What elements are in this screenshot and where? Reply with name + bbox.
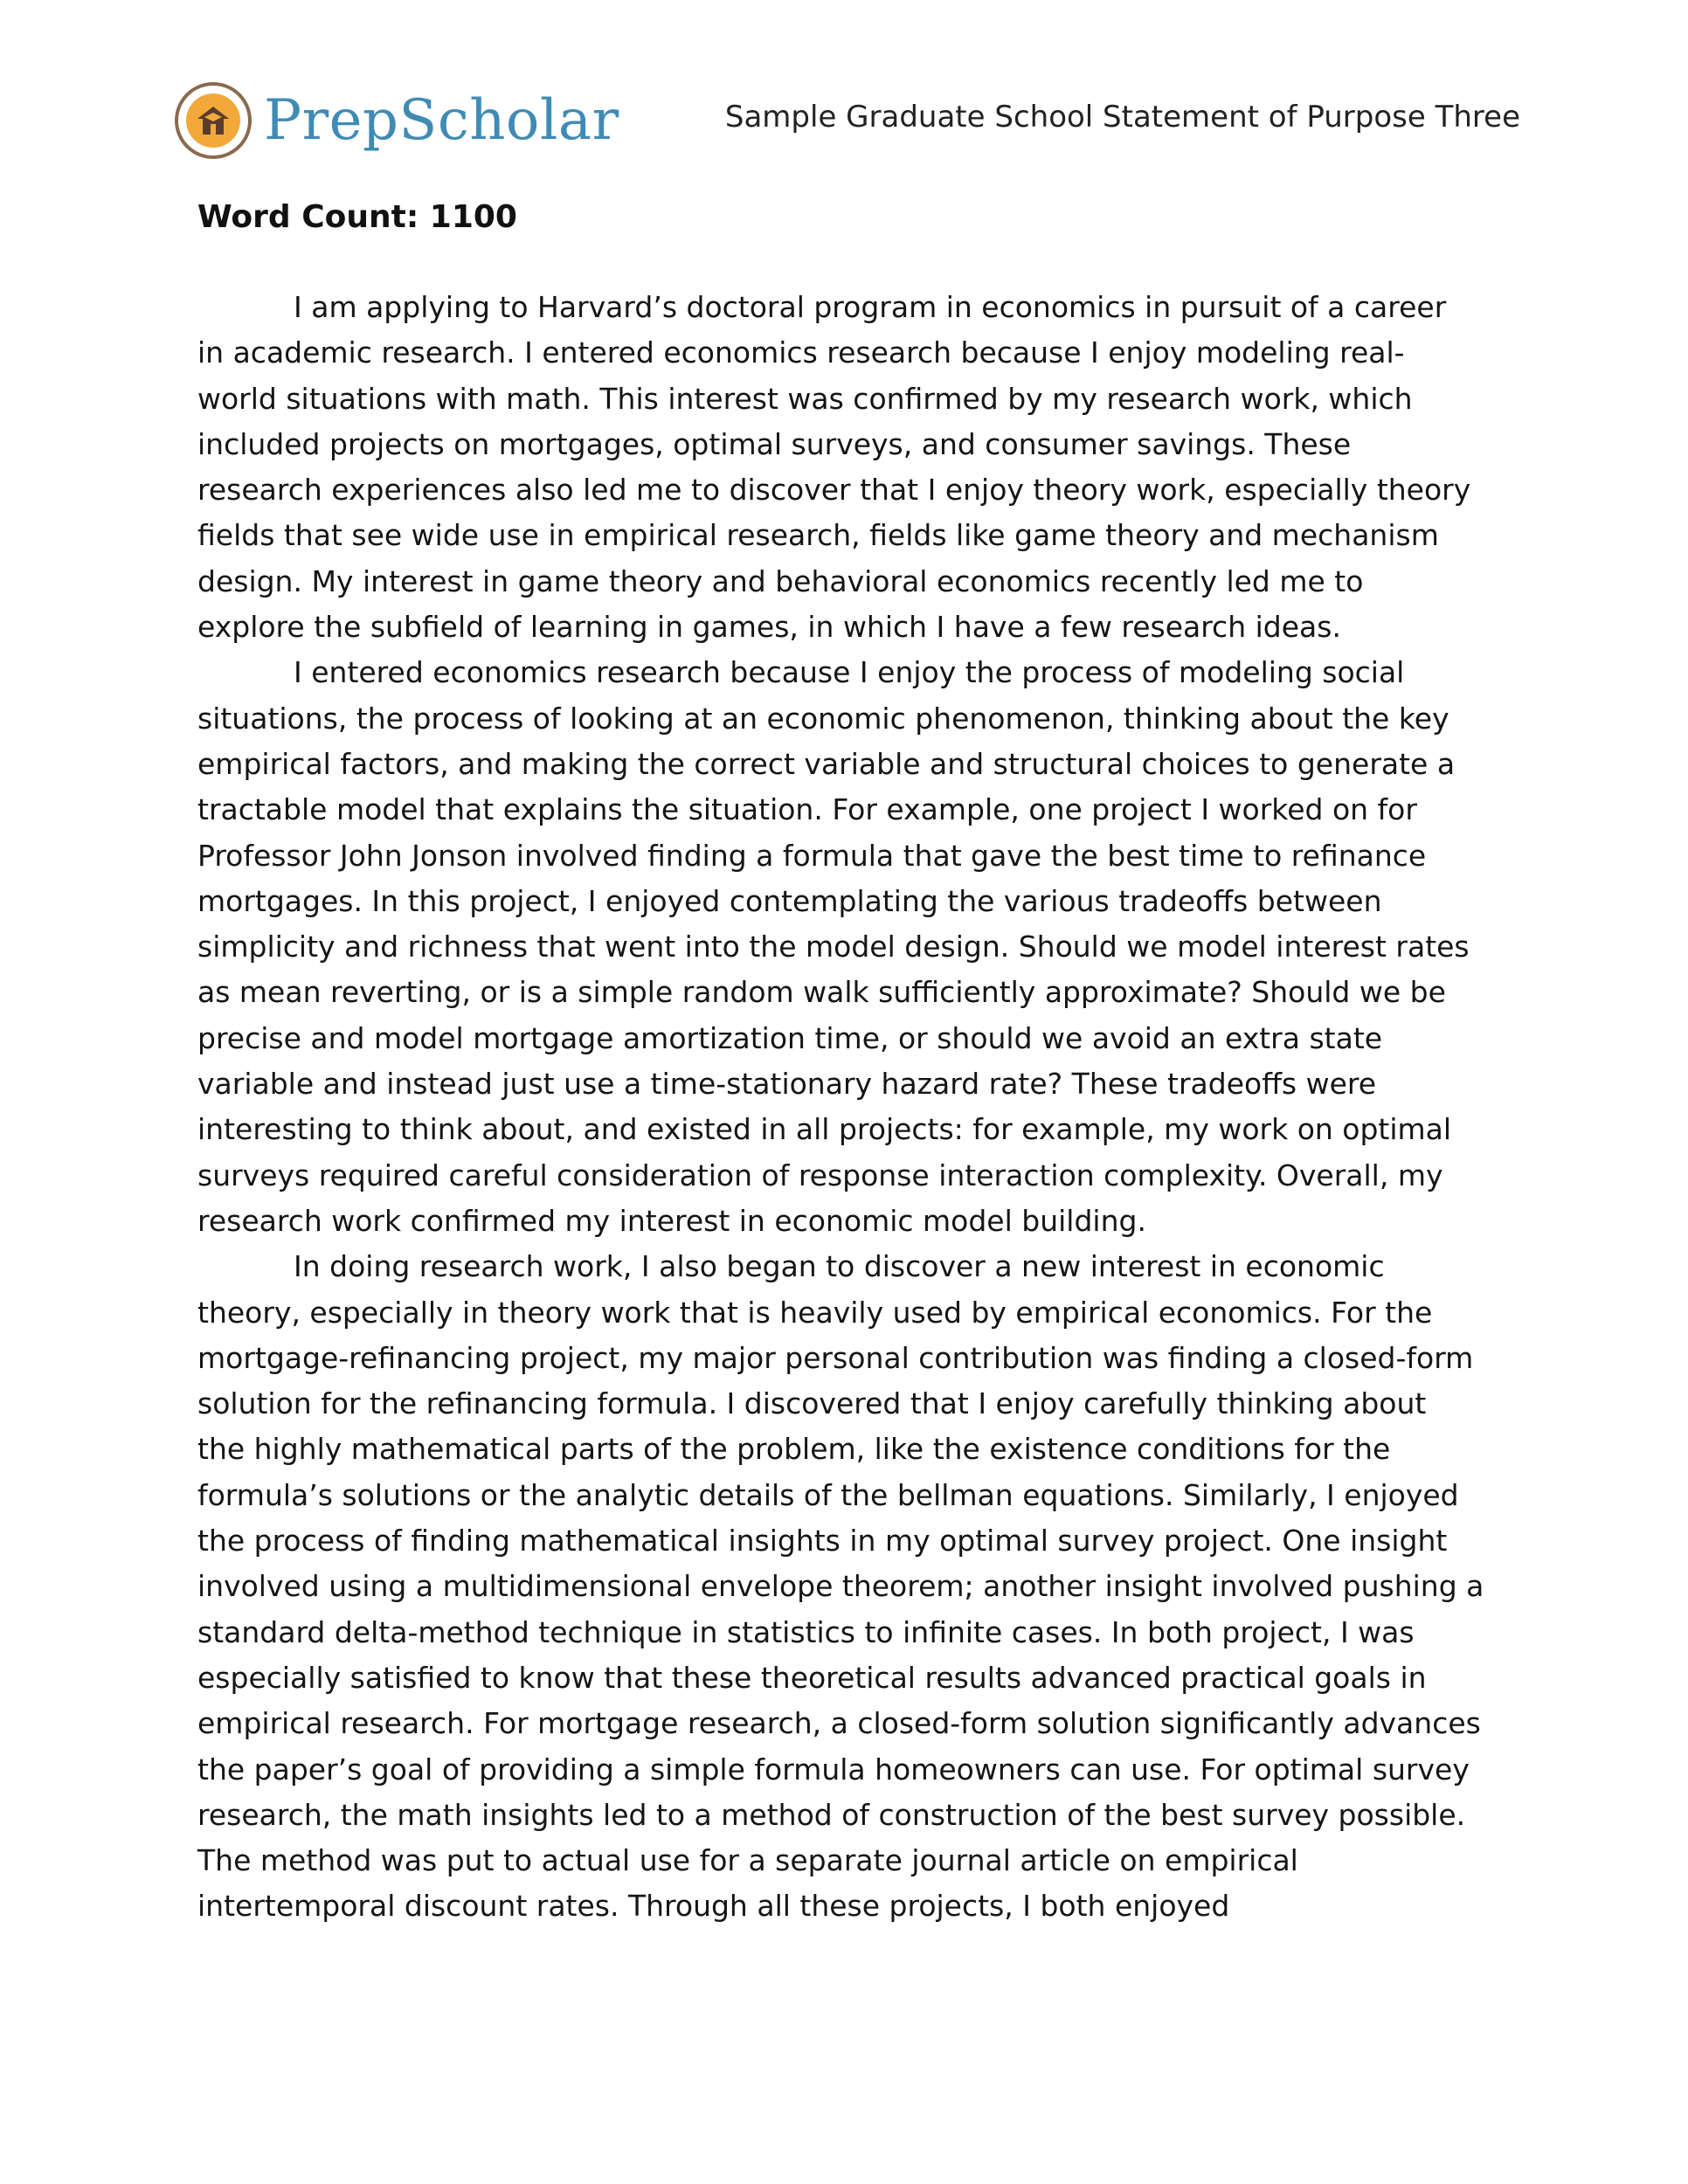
paragraph-line: research, the math insights led to a method of construction of the best survey possible. [197,1797,1466,1832]
paragraph-line: as mean reverting, or is a simple random walk sufficiently approximate? Should we be [197,975,1446,1010]
paragraph-line: in academic research. I entered economics research because I enjoy modeling real- [197,335,1405,370]
paragraph [197,285,1485,650]
paragraph-line: tractable model that explains the situation. For example, one project I worked on for [197,792,1417,827]
paragraph-line: standard delta-method technique in statistics to infinite cases. In both project, I was [197,1614,1415,1649]
paragraph-line: The method was put to actual use for a separate journal article on empirical [197,1843,1298,1878]
paragraph-line: explore the subfield of learning in games, in which I have a few research ideas. [197,610,1341,645]
graduation-house-icon [186,93,240,148]
paragraph-line: research work confirmed my interest in economic model building. [197,1203,1146,1238]
paragraph-line: theory, especially in theory work that is heavily used by empirical economics. For the [197,1295,1433,1330]
paragraph-line: involved using a multidimensional envelope theorem; another insight involved pushing a [197,1569,1484,1604]
word-count-heading: Word Count: 1100 [197,199,517,235]
paragraph-line: empirical research. For mortgage research, a closed-form solution significantly advances [197,1706,1481,1741]
paragraph-line: In doing research work, I also began to discover a new interest in economic [294,1249,1385,1284]
paragraph-line: the process of finding mathematical insights in my optimal survey project. One insight [197,1524,1448,1559]
statement-body [197,285,1485,1930]
paragraph-line: solution for the refinancing formula. I discovered that I enjoy carefully thinking about [197,1386,1427,1421]
paragraph-line: world situations with math. This interest was confirmed by my research work, which [197,381,1413,416]
document-title: Sample Graduate School Statement of Purpose Three [724,100,1520,135]
paragraph-line: variable and instead just use a time-stationary hazard rate? These tradeoffs were [197,1067,1377,1102]
paragraph-line: I am applying to Harvard’s doctoral program in economics in pursuit of a career [294,290,1447,324]
paragraph-line: fields that see wide use in empirical research, fields like game theory and mechanism [197,518,1439,553]
paragraph-line: included projects on mortgages, optimal surveys, and consumer savings. These [197,426,1352,461]
paragraph-line: mortgages. In this project, I enjoyed contemplating the various tradeoffs between [197,883,1382,918]
paragraph-line: simplicity and richness that went into the model design. Should we model interest rates [197,930,1470,964]
paragraph-line: formula’s solutions or the analytic details of the bellman equations. Similarly, I enjoyed [197,1477,1459,1512]
paragraph [197,650,1485,1244]
paragraph-line: interesting to think about, and existed in all projects: for example, my work on optimal [197,1112,1452,1147]
paragraph-line: empirical factors, and making the correct variable and structural choices to generate a [197,746,1456,781]
logo-mark [175,82,252,159]
paragraph-line: situations, the process of looking at an economic phenomenon, thinking about the key [197,701,1449,736]
paragraph-line: the highly mathematical parts of the problem, like the existence conditions for the [197,1432,1391,1467]
paragraph-line: the paper’s goal of providing a simple formula homeowners can use. For optimal survey [197,1752,1470,1787]
paragraph-line: surveys required careful consideration of response interaction complexity. Overall, my [197,1158,1443,1192]
paragraph-line: intertemporal discount rates. Through all these projects, I both enjoyed [197,1889,1230,1924]
page-header [175,77,1520,164]
paragraph-line: precise and model mortgage amortization time, or should we avoid an extra state [197,1020,1383,1055]
logo-text: PrepScholar [264,88,619,153]
paragraph-line: research experiences also led me to discover that I enjoy theory work, especially theory [197,473,1471,508]
paragraph-line: I entered economics research because I enjoy the process of modeling social [294,655,1405,690]
prepscholar-logo[interactable] [175,77,619,164]
paragraph-line: design. My interest in game theory and behavioral economics recently led me to [197,563,1364,598]
paragraph-line: Professor John Jonson involved finding a formula that gave the best time to refinance [197,838,1427,873]
paragraph [197,1244,1485,1929]
paragraph-line: mortgage-refinancing project, my major personal contribution was finding a closed-form [197,1340,1474,1375]
paragraph-line: especially satisfied to know that these theoretical results advanced practical goals in [197,1660,1427,1695]
